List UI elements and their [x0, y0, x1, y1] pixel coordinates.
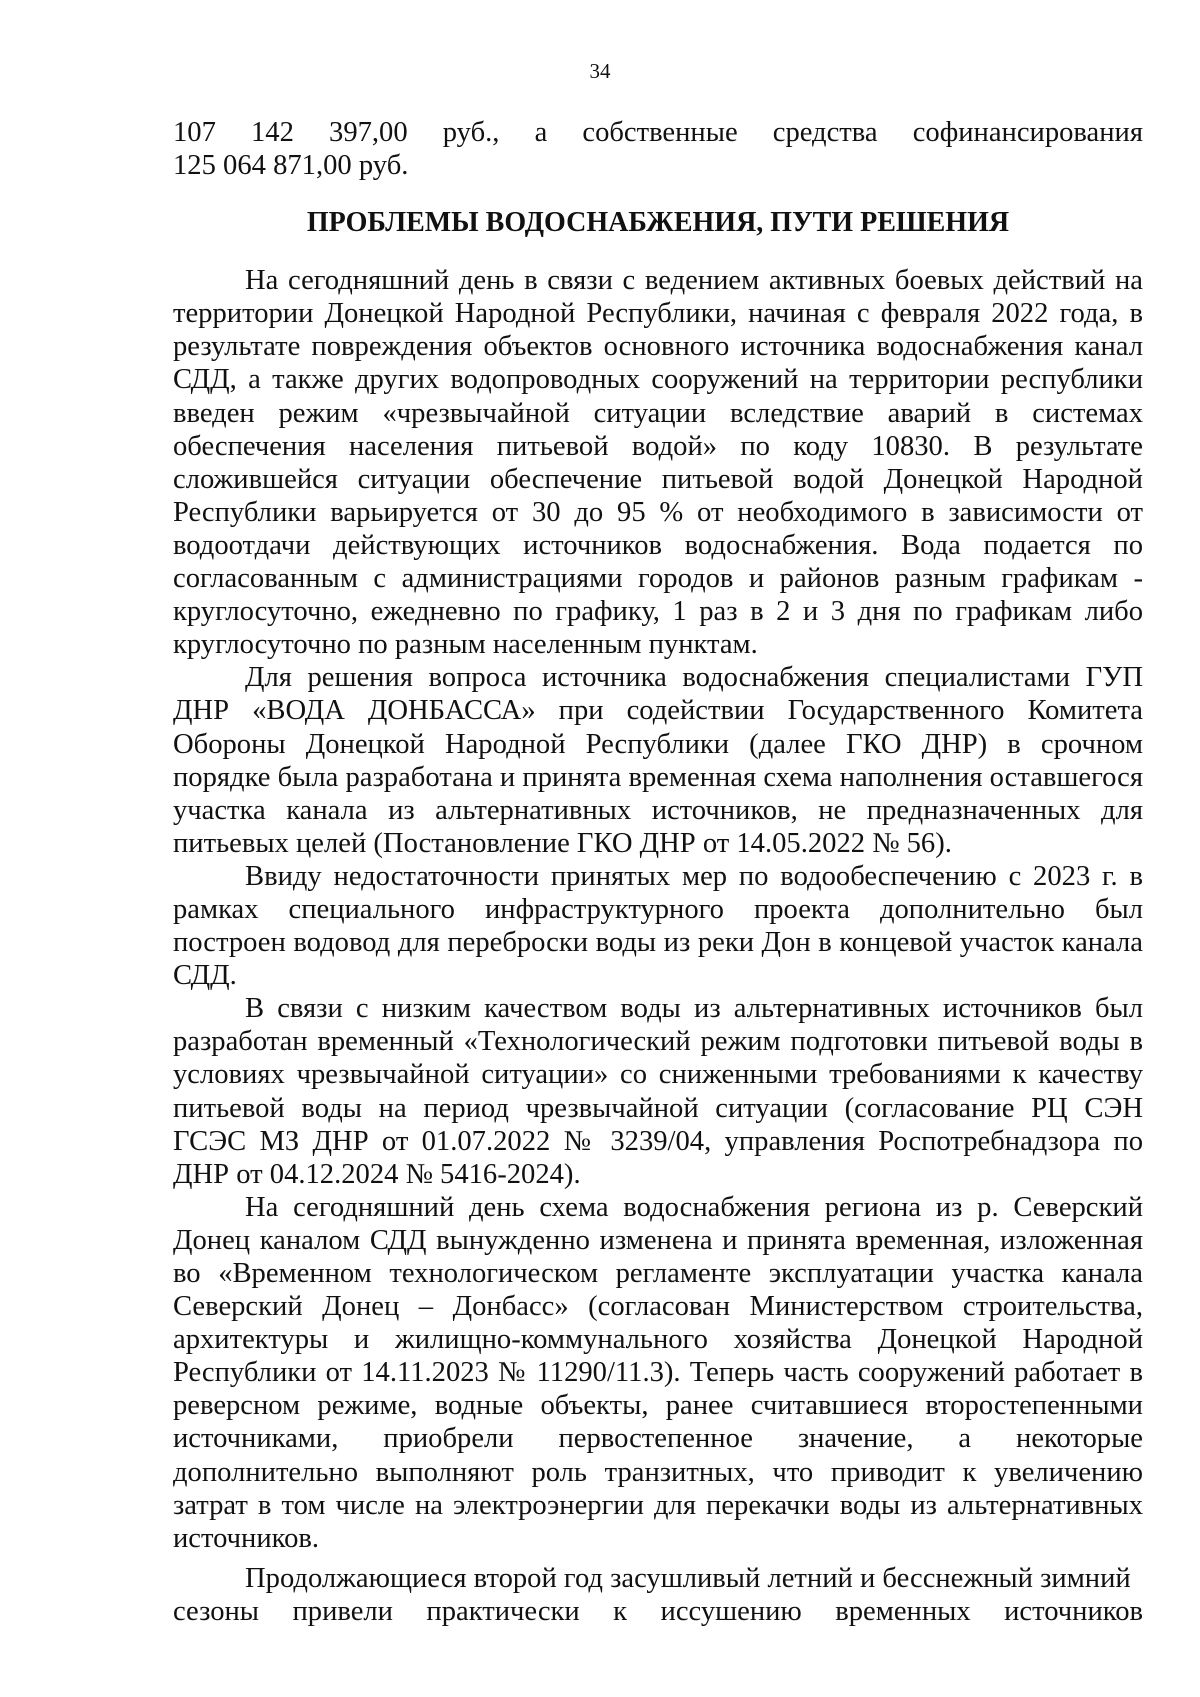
paragraph-5: На сегодняшний день схема водоснабжения региона из р. Северский Донец каналом СДД вынужденно изменена и принята временная, изложенная во «Временном технологическом регламенте эксплуатации участка канала Северский Донец – Донбасс» (согласован Министерством строительства, архитектуры и жилищно-коммунального хозяйства Донецкой Народной Республики от 14.11.2023 № 11290/11.3). Теперь часть сооружений работает в реверсном режиме, водные объекты, ранее считавшиеся второстепенными источниками, приобрели первостепенное значение, а некоторые дополнительно выполняют роль транзитных, что приводит к увеличению затрат в том числе на электроэнергии для перекачки воды из альтернативных источников.: [173, 1191, 1143, 1554]
document-body: [173, 116, 1143, 1628]
page-number: 34: [589, 59, 611, 83]
section-title: ПРОБЛЕМЫ ВОДОСНАБЖЕНИЯ, ПУТИ РЕШЕНИЯ: [306, 207, 1010, 239]
lead-paragraph: [173, 116, 1143, 182]
paragraph-6-line-1: Продолжающиеся второй год засушливый летний и бесснежный зимний: [245, 1562, 1131, 1594]
paragraph-6-line-2: сезоны привели практически к иссушению временных источников: [173, 1595, 1143, 1627]
lead-line-2: 125 064 871,00 руб.: [173, 150, 409, 182]
paragraph-6: [173, 1562, 1143, 1628]
paragraph-2: Для решения вопроса источника водоснабжения специалистами ГУП ДНР «ВОДА ДОНБАССА» при содействии Государственного Комитета Обороны Донецкой Народной Республики (далее ГКО ДНР) в срочном порядке была разработана и принята временная схема наполнения оставшегося участка канала из альтернативных источников, не предназначенных для питьевых целей (Постановление ГКО ДНР от 14.05.2022 № 56).: [173, 662, 1143, 859]
paragraph-4: В связи с низким качеством воды из альтернативных источников был разработан временный «Технологический режим подготовки питьевой воды в условиях чрезвычайной ситуации» со сниженными требованиями к качеству питьевой воды на период чрезвычайной ситуации (согласование РЦ СЭН ГСЭС МЗ ДНР от 01.07.2022 № 3239/04, управления Роспотребнадзора по ДНР от 04.12.2024 № 5416-2024).: [173, 993, 1143, 1190]
paragraph-1: На сегодняшний день в связи с ведением активных боевых действий на территории Донецкой Народной Республики, начиная с февраля 2022 года, в результате повреждения объектов основного источника водоснабжения канал СДД, а также других водопроводных сооружений на территории республики введен режим «чрезвычайной ситуации вследствие аварий в системах обеспечения населения питьевой водой» по коду 10830. В результате сложившейся ситуации обеспечение питьевой водой Донецкой Народной Республики варьируется от 30 до 95 % от необходимого в зависимости от водоотдачи действующих источников водоснабжения. Вода подается по согласованным с администрациями городов и районов разным графикам - круглосуточно, ежедневно по графику, 1 раз в 2 и 3 дня по графикам либо круглосуточно по разным населенным пунктам.: [173, 265, 1143, 661]
paragraph-3: Ввиду недостаточности принятых мер по водообеспечению с 2023 г. в рамках специального инфраструктурного проекта дополнительно был построен водовод для переброски воды из реки Дон в концевой участок канала СДД.: [173, 860, 1143, 992]
lead-line-1: 107 142 397,00 руб., а собственные средства софинансирования: [173, 117, 1143, 148]
